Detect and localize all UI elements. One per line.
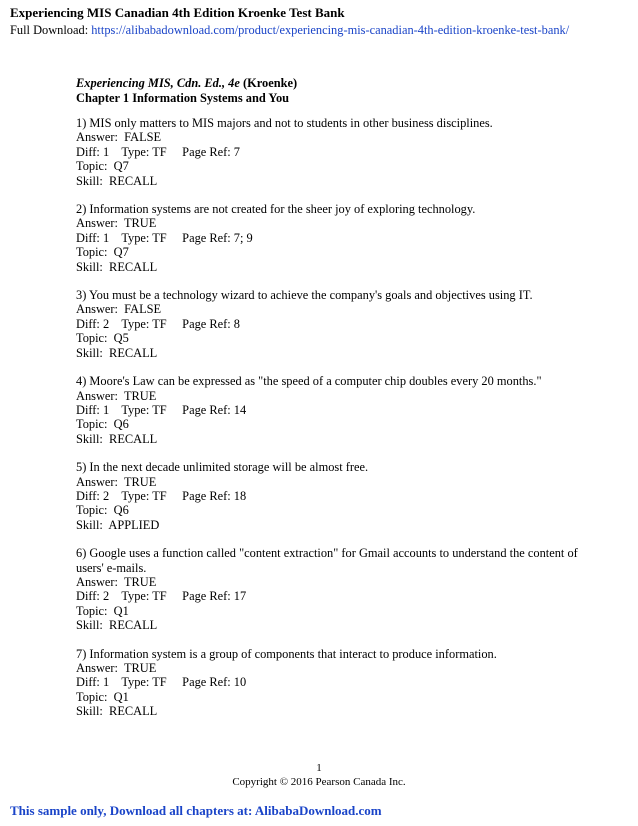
question-skill: Skill: RECALL [76,618,158,633]
question-list [76,116,606,719]
question-topic: Topic: Q6 [76,417,129,432]
question-answer: Answer: FALSE [76,130,162,145]
question-meta: Diff: 1 Type: TF Page Ref: 7; 9 [76,230,253,245]
question-text: 3) You must be a technology wizard to achieve the company's goals and objectives using IT. [76,288,533,303]
question-text: 7) Information system is a group of components that interact to produce information. [76,646,497,661]
question-meta: Diff: 1 Type: TF Page Ref: 14 [76,402,247,417]
banner-download-line [10,22,569,38]
question-item [76,202,606,274]
download-link[interactable]: https://alibabadownload.com/product/experiencing-mis-canadian-4th-edition-kroenke-test-bank/ [91,23,570,37]
question-item [76,116,606,188]
question-topic: Topic: Q1 [76,603,129,618]
download-prefix: Full Download: [10,23,92,37]
question-item [76,374,606,446]
question-skill: Skill: APPLIED [76,517,160,532]
question-item [76,460,606,532]
banner-title: Experiencing MIS Canadian 4th Edition Kroenke Test Bank [10,5,345,20]
question-topic: Topic: Q7 [76,245,129,260]
question-answer: Answer: TRUE [76,216,157,231]
question-answer: Answer: FALSE [76,302,162,317]
question-topic: Topic: Q1 [76,689,129,704]
chapter-title: Chapter 1 Information Systems and You [76,91,290,105]
question-text: 2) Information systems are not created for the sheer joy of exploring technology. [76,202,476,217]
question-answer: Answer: TRUE [76,574,157,589]
question-text: 4) Moore's Law can be expressed as "the speed of a computer chip doubles every 20 months." [76,374,542,389]
book-author: (Kroenke) [239,76,298,90]
question-meta: Diff: 2 Type: TF Page Ref: 18 [76,488,247,503]
book-title: Experiencing MIS, Cdn. Ed., 4e [76,76,240,90]
footer-download-banner[interactable]: This sample only, Download all chapters at: AlibabaDownload.com [10,803,382,818]
question-skill: Skill: RECALL [76,173,158,188]
question-meta: Diff: 1 Type: TF Page Ref: 7 [76,144,240,159]
question-skill: Skill: RECALL [76,345,158,360]
question-meta: Diff: 2 Type: TF Page Ref: 8 [76,316,240,331]
question-answer: Answer: TRUE [76,388,157,403]
question-topic: Topic: Q7 [76,159,129,174]
question-text: 5) In the next decade unlimited storage will be almost free. [76,460,369,475]
question-text: 6) Google uses a function called "content extraction" for Gmail accounts to understand the content of users' e-mails. [76,546,578,575]
question-meta: Diff: 1 Type: TF Page Ref: 10 [76,675,247,690]
copyright-notice: Copyright © 2016 Pearson Canada Inc. [232,776,406,788]
question-answer: Answer: TRUE [76,661,157,675]
question-skill: Skill: RECALL [76,431,158,446]
question-item [76,546,606,632]
book-title-line [76,76,606,91]
page-number: 1 [316,762,322,774]
question-topic: Topic: Q5 [76,331,129,346]
question-text: 1) MIS only matters to MIS majors and not to students in other business disciplines. [76,116,493,130]
question-item [76,288,606,360]
question-item [76,647,606,719]
document-body [76,76,606,733]
question-topic: Topic: Q6 [76,503,129,518]
question-meta: Diff: 2 Type: TF Page Ref: 17 [76,589,247,604]
question-answer: Answer: TRUE [76,474,157,489]
question-skill: Skill: RECALL [76,704,158,719]
question-skill: Skill: RECALL [76,259,158,274]
